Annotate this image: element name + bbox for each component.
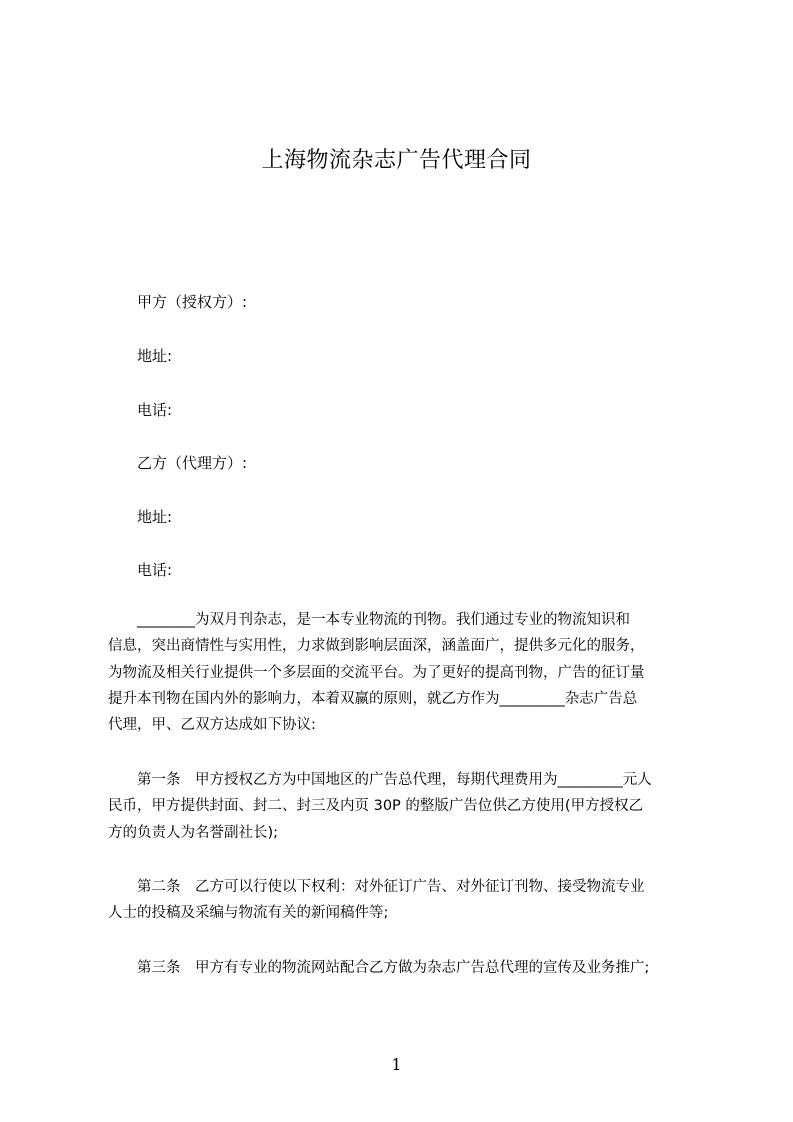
article-1-line: 民币，甲方提供封面、封二、封三及内页 30P 的整版广告位供乙方使用(甲方授权乙 (108, 798, 644, 815)
document-title: 上海物流杂志广告代理合同 (261, 148, 532, 173)
intro-line: 代理，甲、乙双方达成如下协议: (108, 717, 316, 734)
intro-paragraph (108, 607, 708, 738)
article-2 (108, 874, 708, 927)
party-b-label: 乙方（代理方）: (137, 454, 248, 472)
article-3 (108, 955, 708, 981)
article-1-line: 方的负责人为名誉副社长); (108, 824, 279, 841)
article-1-line: 第一条 甲方授权乙方为中国地区的广告总代理，每期代理费用为_________元人 (108, 772, 652, 788)
intro-line: 为物流及相关行业提供一个多层面的交流平台。为了更好的提高刊物，广告的征订量 (108, 664, 645, 681)
party-a-phone-label: 电话: (137, 401, 173, 419)
intro-line: ________为双月刊杂志，是一本专业物流的刊物。我们通过专业的物流知识和 (108, 612, 630, 628)
article-2-line: 第二条 乙方可以行使以下权利：对外征订广告、对外征订刊物、接受物流专业 (108, 879, 645, 895)
intro-line: 提升本刊物在国内外的影响力，本着双赢的原则，就乙方作为_________杂志广告总 (108, 690, 638, 707)
article-3-line: 第三条 甲方有专业的物流网站配合乙方做为杂志广告总代理的宣传及业务推广; (108, 960, 650, 976)
party-a-label: 甲方（授权方）: (137, 293, 248, 311)
party-a-address-label: 地址: (137, 347, 173, 365)
page-number: 1 (391, 1055, 402, 1074)
intro-line: 信息，突出商情性与实用性，力求做到影响层面深，涵盖面广，提供多元化的服务， (108, 638, 645, 655)
article-2-line: 人士的投稿及采编与物流有关的新闻稿件等; (108, 905, 389, 922)
party-b-phone-label: 电话: (137, 561, 173, 579)
party-b-address-label: 地址: (137, 508, 173, 526)
article-1 (108, 767, 708, 846)
